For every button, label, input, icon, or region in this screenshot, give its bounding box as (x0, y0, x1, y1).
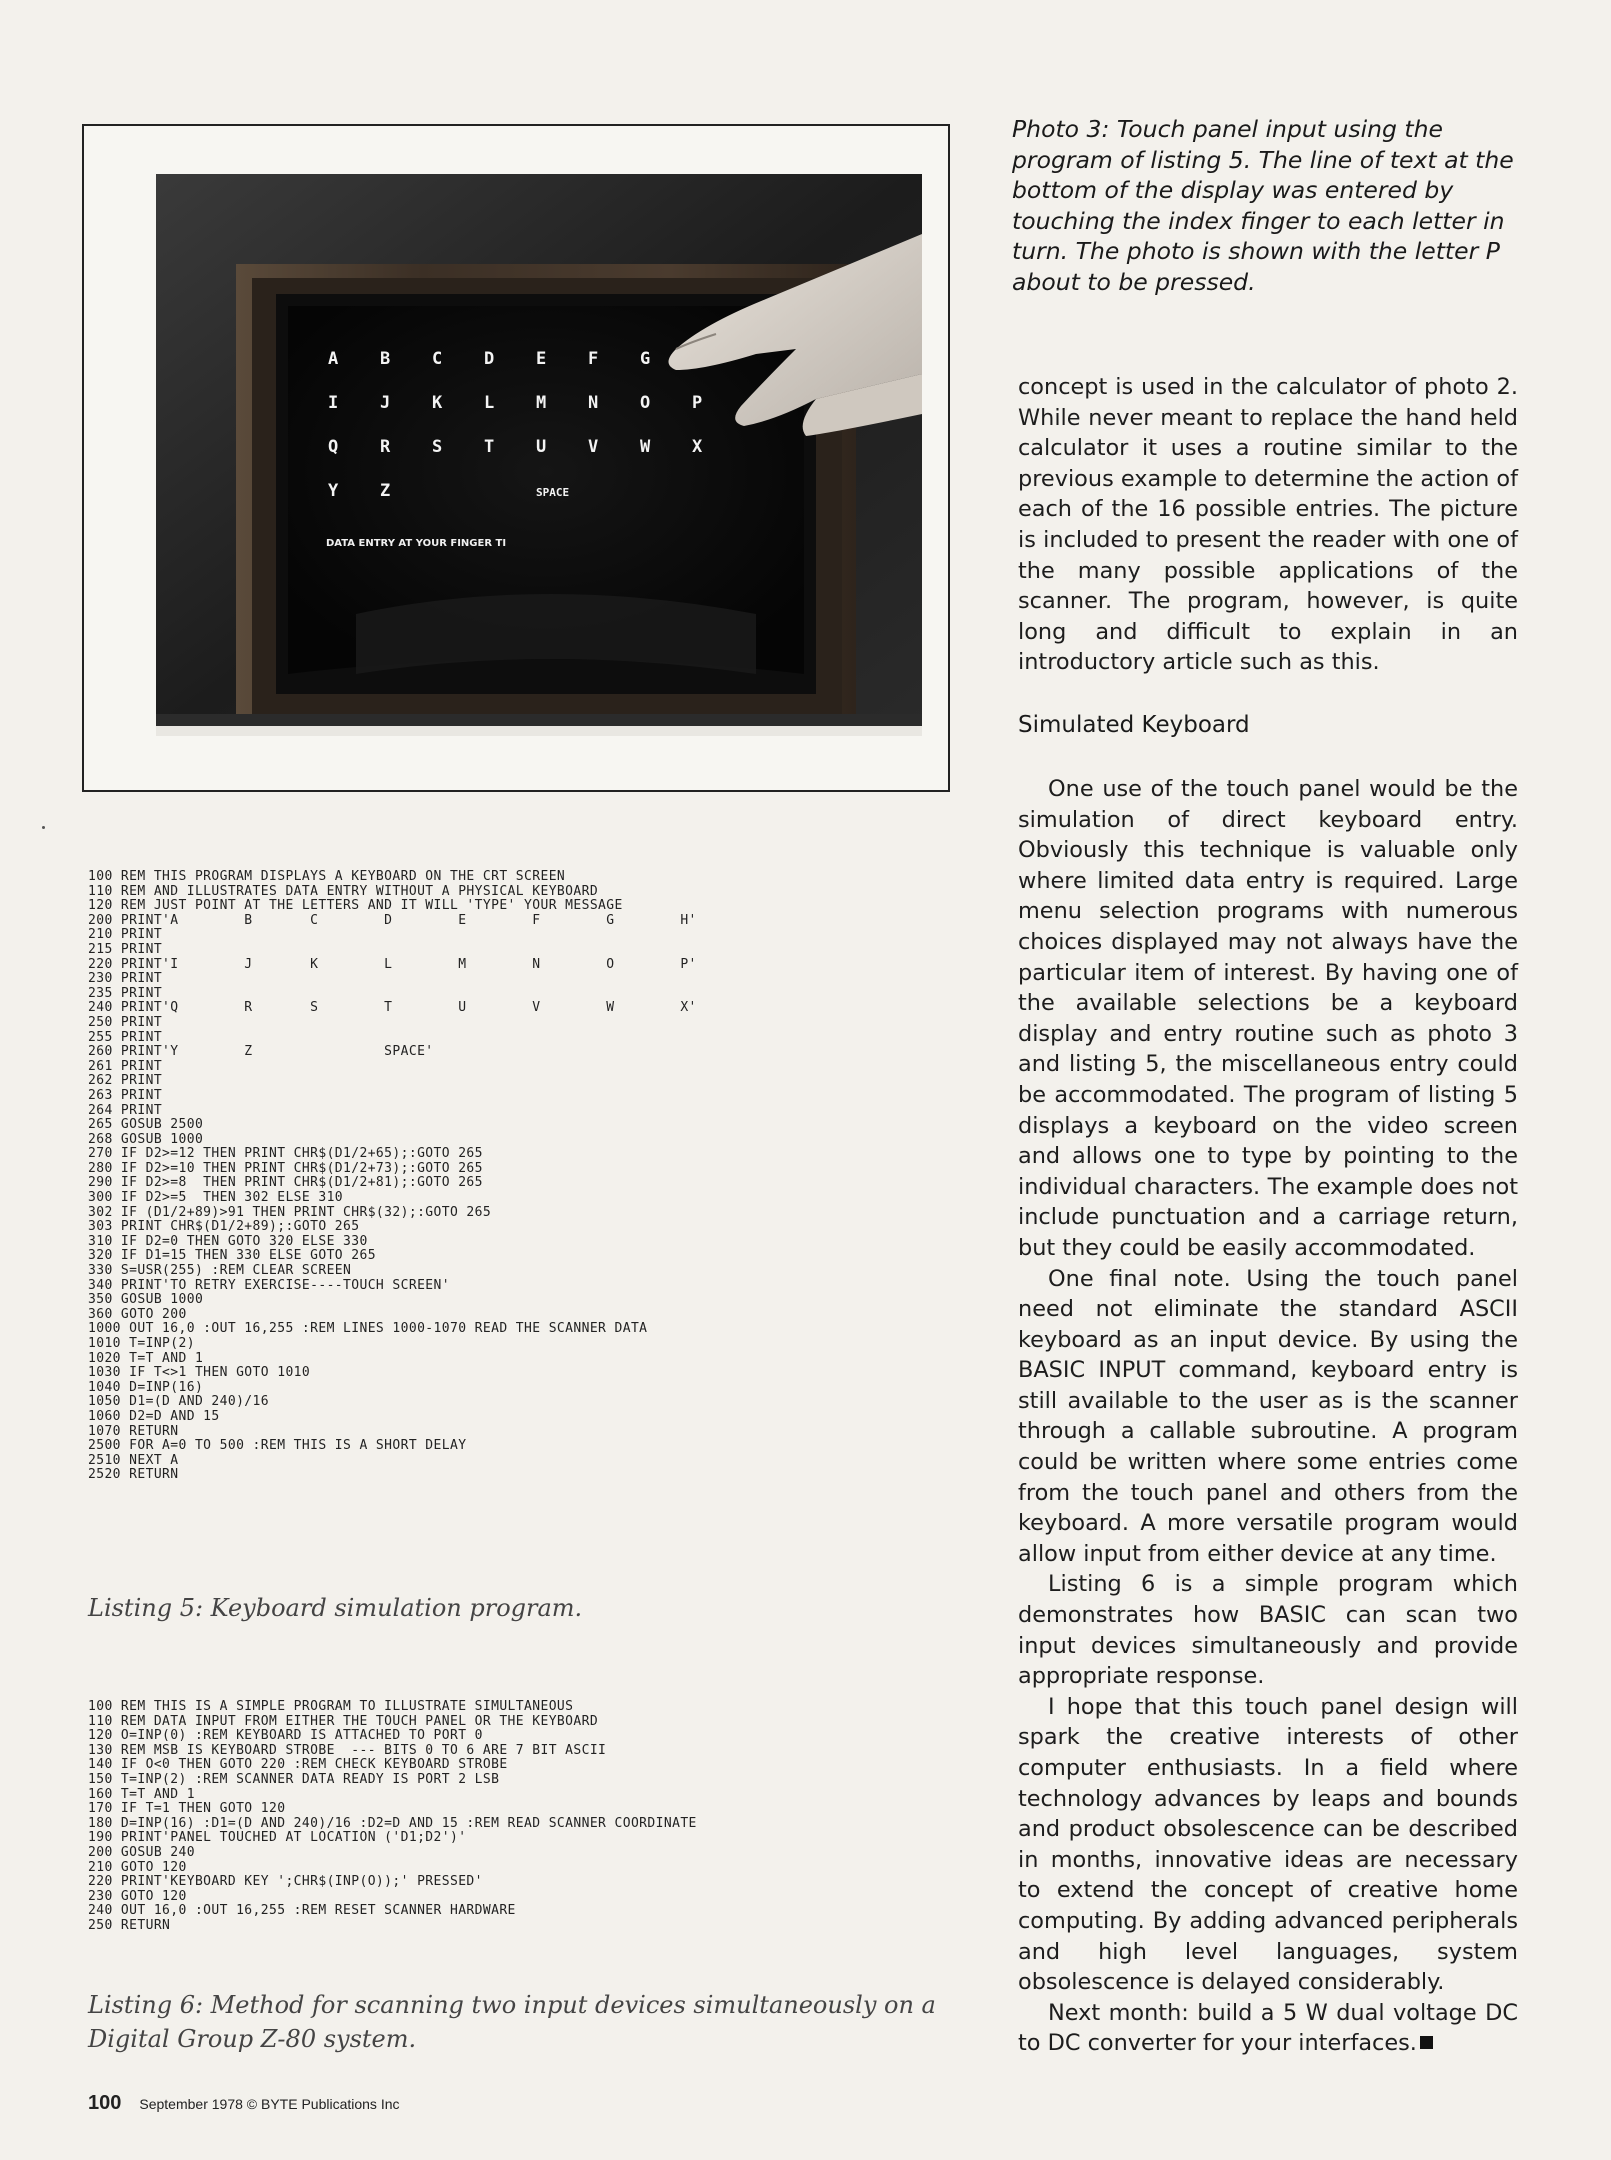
listing-5-line: 263 PRINT (88, 1087, 163, 1103)
body-paragraph-2: One final note. Using the touch panel need not eliminate the standard ASCII keyboard as an input device. By using the BASIC INPUT command, keyboard entry is still available to the user as is the scanner through a callable subroutine. A program could be written where some entries come from the touch panel and others from the keyboard. A more versatile program would allow input from either device at any time. (1018, 1265, 1518, 1567)
listing-5-line: 110 REM AND ILLUSTRATES DATA ENTRY WITHOUT A PHYSICAL KEYBOARD (88, 883, 599, 899)
intro-paragraph: concept is used in the calculator of photo 2. While never meant to replace the hand held calculator it uses a routine similar to the previous example to determine the action of each of the 16 possible entries. The picture is included to present the reader with one of the many possible applications of the scanner. The program, however, is quite long and difficult to explain in an introductory article such as this. (1018, 374, 1518, 676)
touch-panel-photo (156, 174, 922, 736)
listing-6-line: 220 PRINT'KEYBOARD KEY ';CHR$(INP(O));' PRESSED' (88, 1874, 483, 1890)
listing-6-line: 120 O=INP(0) :REM KEYBOARD IS ATTACHED TO PORT 0 (88, 1728, 483, 1744)
photo-screen-key: N (588, 393, 599, 413)
photo-screen-key: F (588, 349, 599, 369)
photo-screen-key: E (536, 349, 547, 369)
photo-screen-key: W (640, 437, 651, 457)
end-mark-icon (1420, 2036, 1433, 2049)
listing-5-line: 120 REM JUST POINT AT THE LETTERS AND IT WILL 'TYPE' YOUR MESSAGE (88, 898, 623, 914)
listing-5-line: 210 PRINT (88, 927, 163, 943)
listing-6-line: 200 GOSUB 240 (88, 1844, 195, 1860)
print-speck (42, 826, 45, 829)
listing-5-line: 235 PRINT (88, 985, 163, 1001)
photo-screen-key: X (692, 437, 703, 457)
photo-screen-key: Z (380, 481, 391, 501)
listing-6-line: 250 RETURN (88, 1917, 171, 1933)
footer-credit: September 1978 © BYTE Publications Inc (139, 2096, 400, 2112)
photo-screen-key: M (536, 393, 547, 413)
page-footer (88, 2092, 400, 2115)
body-paragraph-3: Listing 6 is a simple program which demonstrates how BASIC can scan two input devices simultaneously and provide appropriate response. (1018, 1571, 1518, 1690)
photo-screen-key: B (380, 349, 391, 369)
photo-screen-key: P (692, 393, 703, 413)
photo-screen-key: O (640, 393, 651, 413)
listing-5-line: 264 PRINT (88, 1102, 163, 1118)
body-paragraph-1: One use of the touch panel would be the simulation of direct keyboard entry. Obviously this technique is valuable only where limited data entry is required. Large menu selection programs with numerous choices displayed may not always have the particular item of interest. By having one of the available selections be a keyboard display and entry routine such as photo 3 and listing 5, the miscellaneous entry could be accommodated. The program of listing 5 displays a keyboard on the video screen and allows one to type by pointing to the individual characters. The example does not include punctuation and a carriage return, but they could be easily accommodated. (1018, 776, 1518, 1261)
listing-5-line: 230 PRINT (88, 971, 163, 987)
listing-5-line: 300 IF D2>=5 THEN 302 ELSE 310 (88, 1190, 344, 1206)
photo-3-caption: Photo 3: Touch panel input using the program of listing 5. The line of text at the bottom of the display was entered by touching the index finger to each letter in turn. The photo is shown with the letter P about to be pressed. (1012, 115, 1514, 296)
photo-screen-key: U (536, 437, 547, 457)
photo-entry-line: DATA ENTRY AT YOUR FINGER TI (326, 538, 507, 549)
photo-image (156, 174, 922, 736)
listing-5-line: 262 PRINT (88, 1073, 163, 1089)
listing-5-caption: Listing 5: Keyboard simulation program. (88, 1594, 583, 1622)
body-paragraph-4: I hope that this touch panel design will spark the creative interests of other computer enthusiasts. In a field where technology advances by leaps and bounds and product obsolescence can be described in months, innovative ideas are necessary to extend the concept of creative home computing. By adding advanced peripherals and high level languages, system obsolescence is delayed considerably. (1018, 1693, 1518, 1996)
listing-6-line: 110 REM DATA INPUT FROM EITHER THE TOUCH PANEL OR THE KEYBOARD (88, 1713, 599, 1729)
listing-5-line: 2520 RETURN (88, 1467, 179, 1483)
photo-screen-key: V (588, 437, 599, 457)
listing-5-line: 270 IF D2>=12 THEN PRINT CHR$(D1/2+65);:GOTO 265 (88, 1146, 483, 1162)
closing-text: Next month: build a 5 W dual voltage DC to DC converter for your interfaces. (1018, 1999, 1518, 2057)
listing-5-line: 2500 FOR A=0 TO 500 :REM THIS IS A SHORT DELAY (88, 1438, 467, 1454)
listing-5-line: 1000 OUT 16,0 :OUT 16,255 :REM LINES 1000-1070 READ THE SCANNER DATA (88, 1321, 648, 1337)
photo-screen-key: SPACE (536, 486, 570, 499)
listing-5-line: 1040 D=INP(16) (88, 1379, 204, 1395)
listing-5-line: 330 S=USR(255) :REM CLEAR SCREEN (88, 1263, 352, 1279)
listing-5-line: 303 PRINT CHR$(D1/2+89);:GOTO 265 (88, 1219, 360, 1235)
listing-5-line: 290 IF D2>=8 THEN PRINT CHR$(D1/2+81);:GOTO 265 (88, 1175, 483, 1191)
listing-5-line: 250 PRINT (88, 1014, 163, 1030)
photo-screen-key: I (328, 393, 339, 413)
intro-paragraph-block (1018, 372, 1518, 678)
listing-5-line: 350 GOSUB 1000 (88, 1292, 204, 1308)
photo-screen-key: A (328, 349, 339, 369)
listing-5-line: 360 GOTO 200 (88, 1306, 187, 1322)
listing-6-line: 160 T=T AND 1 (88, 1786, 195, 1802)
body-paragraph-5 (1018, 1998, 1518, 2059)
listing-5-line: 302 IF (D1/2+89)>91 THEN PRINT CHR$(32);:GOTO 265 (88, 1204, 492, 1220)
listing-5-line: 255 PRINT (88, 1029, 163, 1045)
photo-screen-key: Y (328, 481, 339, 501)
photo-frame (82, 124, 950, 792)
photo-screen-key: R (380, 437, 391, 457)
listing-6-line: 130 REM MSB IS KEYBOARD STROBE --- BITS 0 TO 6 ARE 7 BIT ASCII (88, 1742, 607, 1758)
photo-screen-key: D (484, 349, 495, 369)
listing-6-code (88, 1700, 697, 1934)
listing-5-line: 340 PRINT'TO RETRY EXERCISE----TOUCH SCREEN' (88, 1277, 450, 1293)
listing-5-line: 320 IF D1=15 THEN 330 ELSE GOTO 265 (88, 1248, 376, 1264)
listing-5-code (88, 870, 697, 1483)
listing-6-line: 180 D=INP(16) :D1=(D AND 240)/16 :D2=D AND 15 :REM READ SCANNER COORDINATE (88, 1815, 697, 1831)
listing-5-line: 265 GOSUB 2500 (88, 1117, 204, 1133)
listing-6-line: 190 PRINT'PANEL TOUCHED AT LOCATION ('D1;D2')' (88, 1830, 467, 1846)
listing-5-line: 1070 RETURN (88, 1423, 179, 1439)
listing-6-line: 100 REM THIS IS A SIMPLE PROGRAM TO ILLUSTRATE SIMULTANEOUS (88, 1699, 574, 1714)
photo-screen-key: T (484, 437, 495, 457)
listing-5-line: 1030 IF T<>1 THEN GOTO 1010 (88, 1365, 311, 1381)
listing-5-line: 200 PRINT'A B C D E F G H' (88, 912, 697, 928)
listing-6-line: 170 IF T=1 THEN GOTO 120 (88, 1801, 286, 1817)
listing-5-line: 310 IF D2=0 THEN GOTO 320 ELSE 330 (88, 1233, 368, 1249)
listing-6-line: 210 GOTO 120 (88, 1859, 187, 1875)
listing-5-line: 280 IF D2>=10 THEN PRINT CHR$(D1/2+73);:GOTO 265 (88, 1160, 483, 1176)
section-heading: Simulated Keyboard (1018, 712, 1250, 738)
listing-5-line: 215 PRINT (88, 941, 163, 957)
photo-screen-key: K (432, 393, 443, 413)
listing-6-line: 230 GOTO 120 (88, 1888, 187, 1904)
listing-5-line: 220 PRINT'I J K L M N O P' (88, 956, 697, 972)
body-text-column (1018, 774, 1518, 2059)
listing-6-line: 140 IF O<0 THEN GOTO 220 :REM CHECK KEYBOARD STROBE (88, 1757, 508, 1773)
listing-5-line: 261 PRINT (88, 1058, 163, 1074)
page-number: 100 (88, 2092, 122, 2114)
listing-5-line: 1010 T=INP(2) (88, 1336, 195, 1351)
photo-screen-key: Q (328, 437, 339, 457)
listing-5-line: 260 PRINT'Y Z SPACE' (88, 1044, 434, 1060)
photo-screen-key: G (640, 349, 651, 369)
listing-5-line: 1050 D1=(D AND 240)/16 (88, 1394, 269, 1410)
listing-6-line: 240 OUT 16,0 :OUT 16,255 :REM RESET SCANNER HARDWARE (88, 1903, 516, 1919)
listing-5-line: 1020 T=T AND 1 (88, 1350, 204, 1366)
listing-5-line: 2510 NEXT A (88, 1452, 179, 1468)
listing-5-line: 268 GOSUB 1000 (88, 1131, 204, 1147)
photo-screen-key: L (484, 393, 495, 413)
listing-6-line: 150 T=INP(2) :REM SCANNER DATA READY IS PORT 2 LSB (88, 1771, 500, 1787)
photo-screen-key: S (432, 437, 443, 457)
photo-screen-key: C (432, 349, 443, 369)
listing-5-line: 100 REM THIS PROGRAM DISPLAYS A KEYBOARD ON THE CRT SCREEN (88, 869, 566, 884)
photo-screen-key: J (380, 393, 391, 413)
listing-5-line: 240 PRINT'Q R S T U V W X' (88, 1000, 697, 1016)
listing-6-caption: Listing 6: Method for scanning two input devices simultaneously on a Digital Group Z-80 system. (88, 1991, 936, 2053)
listing-5-line: 1060 D2=D AND 15 (88, 1408, 220, 1424)
